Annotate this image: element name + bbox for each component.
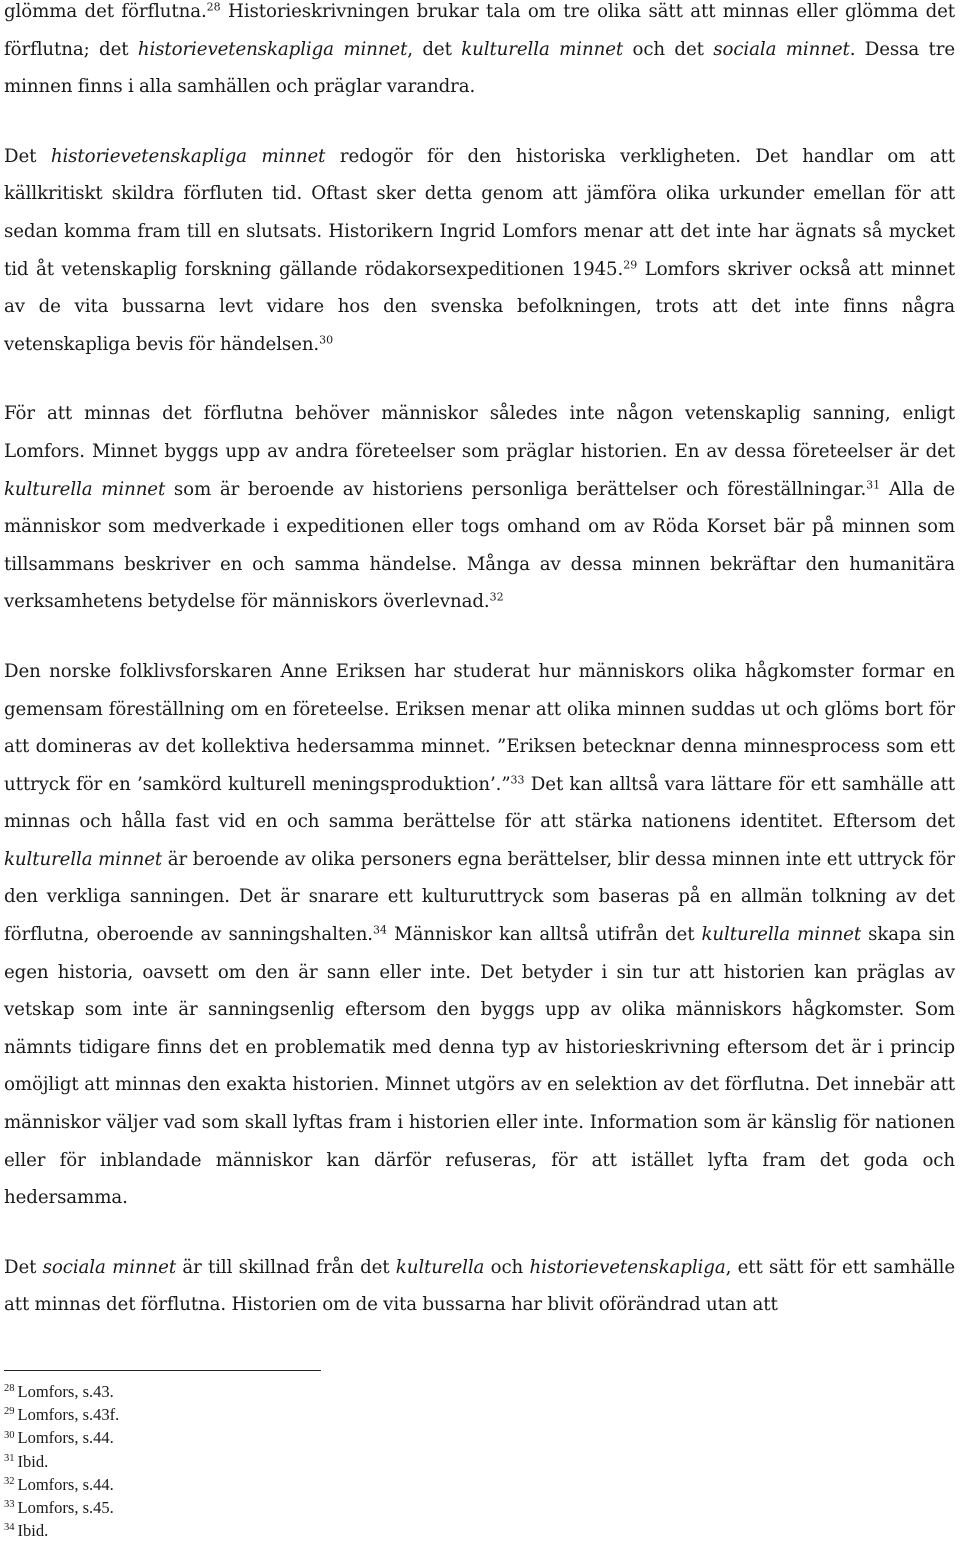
footnote-number: 30 bbox=[4, 1429, 15, 1441]
footnote-number: 32 bbox=[4, 1476, 15, 1488]
text-run: Det kan alltså vara lättare för ett samhälle att minnas och hålla fast vid en och samma berättelse för att stärka nationens identitet. Eftersom det bbox=[4, 773, 955, 833]
footnote-number: 33 bbox=[4, 1499, 15, 1511]
italic-term: kulturella minnet bbox=[701, 924, 862, 946]
paragraph-5 bbox=[4, 1249, 955, 1324]
footnote-reference: 28 bbox=[206, 0, 221, 14]
footnote-reference: 33 bbox=[510, 773, 525, 787]
paragraph-4 bbox=[4, 653, 955, 1217]
italic-term: historievetenskapliga minnet bbox=[50, 145, 326, 167]
footnote-number: 34 bbox=[4, 1522, 15, 1534]
text-run: Människor kan alltså utifrån det bbox=[387, 924, 702, 946]
footnote-34 bbox=[4, 1519, 404, 1542]
footnote-reference: 31 bbox=[866, 477, 881, 491]
footnote-reference: 34 bbox=[373, 923, 387, 937]
footnote-30 bbox=[4, 1426, 404, 1449]
text-run: Lomfors skriver också att minnet av de vita bussarna levt vidare hos den svenska befolkningen, trots att det inte finns några vetenskapliga bevis för händelsen. bbox=[4, 258, 955, 355]
paragraph-2 bbox=[4, 138, 955, 364]
footnote-reference: 32 bbox=[489, 590, 504, 604]
text-run: och det bbox=[623, 38, 714, 60]
footnote-32 bbox=[4, 1473, 404, 1496]
paragraph-1 bbox=[4, 0, 955, 106]
footnotes bbox=[4, 1380, 404, 1542]
paragraph-gap bbox=[4, 106, 955, 138]
footnote-text: Ibid. bbox=[17, 1521, 49, 1541]
footnote-number: 31 bbox=[4, 1452, 15, 1464]
footnote-number: 28 bbox=[4, 1383, 15, 1395]
text-run: . Dessa tre minnen finns i alla samhällen och präglar varandra. bbox=[4, 38, 956, 98]
text-run: som är beroende av historiens personliga berättelser och föreställningar. bbox=[165, 478, 867, 500]
italic-term: kulturella minnet bbox=[461, 38, 624, 60]
italic-term: kulturella bbox=[395, 1256, 485, 1278]
footnote-text: Lomfors, s.43. bbox=[17, 1382, 114, 1401]
text-run: Alla de människor som medverkade i expeditionen eller togs omhand om av Röda Korset bär på minnen som tillsammans beskriver en och samma händelse. Många av dessa minnen bekräftar den humanitära verksamhetens betydelse för människors överlevnad. bbox=[4, 478, 955, 613]
paragraph-3 bbox=[4, 395, 955, 621]
paragraph-gap bbox=[4, 363, 955, 395]
footnote-text: Ibid. bbox=[17, 1451, 49, 1471]
footnote-text: Lomfors, s.45. bbox=[17, 1498, 114, 1518]
document-body bbox=[4, 0, 955, 1324]
italic-term: kulturella minnet bbox=[4, 848, 163, 870]
text-run: Det bbox=[4, 1256, 43, 1278]
footnote-number: 29 bbox=[4, 1406, 15, 1418]
footnote-separator bbox=[4, 1370, 321, 1371]
footnote-reference: 30 bbox=[319, 333, 334, 347]
italic-term: historievetenskapliga minnet bbox=[137, 38, 408, 60]
text-run: , ett sätt för ett samhälle att minnas det förflutna. Historien om de vita bussarna har blivit oförändrad utan att bbox=[4, 1256, 956, 1316]
text-run: är till skillnad från det bbox=[176, 1256, 396, 1278]
text-run: redogör för den historiska verkligheten. Det handlar om att källkritiskt skildra förfluten tid. Oftast sker detta genom att jämföra olika urkunder emellan för att sedan komma fram till en slutsats. Historikern Ingrid Lomfors menar att det inte har ägnats så mycket tid åt vetenskaplig forskning gällande rödakorsexpeditionen 1945. bbox=[4, 145, 955, 280]
italic-term: sociala minnet bbox=[42, 1256, 177, 1278]
text-run: och bbox=[484, 1256, 530, 1278]
footnote-reference: 29 bbox=[623, 257, 638, 271]
text-run: är beroende av olika personers egna berättelser, blir dessa minnen inte ett uttryck för den verkliga sanningen. Det är snarare ett kulturuttryck som baseras på en allmän tolkning av det förflutna, oberoende av sanningshalten. bbox=[4, 848, 955, 946]
text-run: Den norske folklivsforskaren Anne Eriksen har studerat hur människors olika hågkomster formar en gemensam föreställning om en företeelse. Eriksen menar att olika minnen suddas ut och glöms bort för att domineras av det kollektiva hedersamma minnet. ”Eriksen betecknar denna minnesprocess som ett uttryck för en ’samkörd kulturell meningsproduktion’.” bbox=[4, 660, 955, 795]
text-run: skapa sin egen historia, oavsett om den är sann eller inte. Det betyder i sin tur att historien kan präglas av vetskap som inte är sanningsenlig eftersom den byggs upp av olika människors hågkomster. Som nämnts tidigare finns det en problematik med denna typ av historieskrivning eftersom det är i princip omöjligt att minnas den exakta historien. Minnet utgörs av en selektion av det förflutna. Det innebär att människor väljer vad som skall lyftas fram i historien eller inte. Information som är känslig för nationen eller för inblandade människor kan därför refuseras, för att istället lyfta fram det goda och hedersamma. bbox=[4, 924, 955, 1209]
footnote-28 bbox=[4, 1380, 404, 1403]
text-run: För att minnas det förflutna behöver människor således inte någon vetenskaplig sanning, enligt Lomfors. Minnet byggs upp av andra företeelser som präglar historien. En av dessa företeelser är det bbox=[4, 403, 955, 462]
text-run: , det bbox=[407, 38, 462, 60]
text-run: Historieskrivningen brukar tala om tre olika sätt att minnas eller glömma det förflutna; det bbox=[4, 1, 955, 60]
footnote-29 bbox=[4, 1403, 404, 1426]
footnote-33 bbox=[4, 1496, 404, 1519]
footnote-text: Lomfors, s.44. bbox=[17, 1428, 114, 1448]
text-run: Det bbox=[4, 145, 51, 167]
footnote-text: Lomfors, s.43f. bbox=[17, 1405, 120, 1425]
footnote-31 bbox=[4, 1450, 404, 1473]
text-run: glömma det förflutna. bbox=[4, 1, 207, 22]
italic-term: historievetenskapliga bbox=[529, 1256, 726, 1278]
italic-term: sociala minnet bbox=[713, 38, 850, 60]
paragraph-gap bbox=[4, 621, 955, 653]
footnote-text: Lomfors, s.44. bbox=[17, 1474, 114, 1494]
paragraph-gap bbox=[4, 1217, 955, 1249]
italic-term: kulturella minnet bbox=[4, 478, 166, 500]
